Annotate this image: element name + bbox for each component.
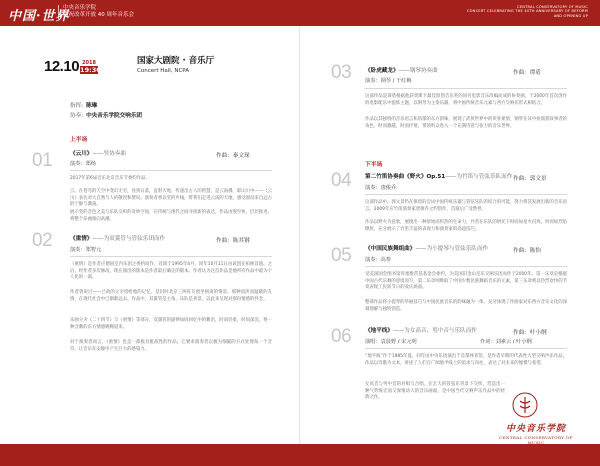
first-half-title: 上半场 bbox=[70, 137, 88, 143]
conservatory-emblem-icon bbox=[512, 392, 538, 418]
work-description: 作品以野火为意象，展现出一种原始而炽热的生命力，竹笛在乐队的烘托下时而如星火闪烁，时而如烈焰燎原，充分展示了竹笛丰富的表现力和演奏家的高超技巧。 bbox=[365, 220, 567, 232]
festival-title-en: CENTRAL CONSERVATORY OF MUSIC CONCERT CELEBRATING THE 40TH ANNIVERSARY OF REFORM AND OPENING UP bbox=[466, 5, 588, 18]
work-performer: 演奏：郑智元 bbox=[70, 247, 102, 253]
work-number: 05 bbox=[331, 245, 352, 266]
second-half-title: 下半场 bbox=[365, 162, 383, 168]
work-number: 06 bbox=[331, 326, 352, 347]
work-performer: 演奏：唐俊乔 bbox=[365, 185, 397, 191]
work-title: 《重情》——为双簧管与管弦乐团而作 bbox=[70, 236, 166, 242]
work-description: 作者曾说过——已故的父亲留给他的记忆，是旧时北京三两好友围坐闲谈的情景。那种清淡而温暖的友情，在现代社会中已渐渐远去。作品中，双簧管是主角，乐队是背景，以此来呈现对那份情感的怀念。 bbox=[70, 290, 272, 302]
work-description: 这部作品中，郭文景仍在保留的尝试中国传统乐器与管弦乐队的结合的可能，努力将其发展出新的音乐语言。2009年应竹笛演奏家唐俊乔之约创作，首演后广受赞誉。 bbox=[365, 200, 567, 212]
work-composer: 作曲：叶小纲 bbox=[513, 330, 547, 336]
work-description: 云，在苍穹的天空中变幻无穷，亮到日落，直射大地，传递出古人的智慧，是云南佛，即山川中——《云川》表达对大自然与人的敬畏和赞叹。演奏者将以竖的声线，带我们走进云南的天地，感受那份来自远古的宁静与激荡。 bbox=[70, 189, 272, 207]
page-gutter bbox=[299, 26, 300, 444]
orchestra-line: 协奏: 中央音乐学院交响乐团 bbox=[70, 113, 143, 119]
orchestra-name: 中央音乐学院交响乐团 bbox=[86, 113, 143, 119]
work-description: 乐曲分为《二十四节》与《重情》等部分，双簧管的旋律如同回忆中的絮语，时而轻柔，时而深沉，将一种含蓄的东方情感娓娓道来。 bbox=[70, 318, 272, 330]
work-description: 受美国国会图书馆库塞维茨基基金会委约，为美国旧金山室乐交响乐团而作于2000年。第一乐章是根据中国古代乐舞的意境而写，第二乐章则吸取了中国少数民族舞蹈音乐的元素，第三乐章则以热烈欢快的节奏表现了民间节日的欢庆场面。 bbox=[365, 272, 567, 290]
work-number: 03 bbox=[331, 62, 352, 83]
work-title: 《云川》——竖协奏曲 bbox=[70, 151, 126, 157]
work-title: 《卧虎藏龙》——钢琴协奏曲 bbox=[365, 68, 438, 74]
conductor-line: 指挥: 陈琳 bbox=[70, 103, 98, 109]
work-title: 《地平线》——为女高音、男中音与乐队而作 bbox=[365, 328, 477, 334]
work-intro: 2017年第6届音乐北京音乐节委约作品。 bbox=[70, 176, 150, 181]
work-number: 01 bbox=[32, 150, 53, 171]
separator bbox=[365, 194, 567, 195]
work-composer: 作曲：秦文琛 bbox=[216, 153, 250, 159]
work-performer: 演奏：高参 bbox=[365, 257, 391, 263]
footer-bar bbox=[0, 444, 600, 466]
work-title: 《中国民族舞组曲》——为小提琴与管弦乐队而作 bbox=[365, 246, 489, 252]
work-number: 04 bbox=[331, 170, 352, 191]
work-composer: 作曲：郭文景 bbox=[513, 176, 547, 182]
venue bbox=[137, 56, 214, 75]
conservatory-logo: 中央音乐学院 CENTRAL CONSERVATORY OF MUSIC bbox=[499, 424, 573, 445]
work-description: 展示竖的音色之美与乐队交织的奇妙空间，在传统与现代之间寻找新的表达，作品由慢至快，层层推进，将整个乐曲推向高潮。 bbox=[70, 210, 272, 222]
festival-title: 中央音乐学院 庆祝改革开放 40 周年音乐会 bbox=[58, 5, 134, 19]
concert-year: 2018 bbox=[82, 59, 96, 66]
work-title: 第二竹笛协奏曲《野火》Op.51——为竹笛与管弦乐队而作 bbox=[365, 174, 513, 180]
work-performer: 演奏：钢琴 / 于红梅 bbox=[365, 78, 412, 84]
separator bbox=[365, 348, 567, 349]
work-performer: 演奏：郑杨 bbox=[70, 161, 96, 167]
venue-name: 国家大剧院 · 音乐厅 bbox=[137, 56, 215, 66]
venue-name-en: Concert Hall, NCPA bbox=[137, 68, 190, 74]
separator bbox=[365, 88, 567, 89]
work-composer: 作曲：陈怡 bbox=[513, 248, 541, 254]
separator bbox=[70, 256, 272, 257]
conductor-name: 陈琳 bbox=[86, 103, 98, 109]
festival-logo: 中国·世界 bbox=[8, 9, 70, 24]
work-composer: 作曲：谭盾 bbox=[513, 70, 541, 76]
work-lyricist: 作词：刘素云 / 叶小纲 bbox=[480, 339, 532, 345]
work-description: 整部作品将小提琴的华丽技巧与中国民族音乐的韵味融为一体，充分体现了作曲家对东西方音乐文化的深刻理解与独特创造。 bbox=[365, 300, 567, 312]
work-description: 对于演奏者而言，《重情》也是一部极具挑战性的作品，它要求演奏者以极为细腻的方式处理每一个音符，让音乐在安静中产生巨大的感染力。 bbox=[70, 340, 272, 352]
work-description: 《重情》是作者应德国室内乐团之委约而作，首演于1995年4月，同年10月11日由该团在柏林首演。之后，经作者多次修改，现在演出的版本是作者最后确定的版本。作者认为这首作品是他所有作品中最为个人化的一部。 bbox=[70, 262, 272, 280]
work-description: 女高音与男中音的对唱与合唱，在宏大的管弦乐背景下交织，营造出一种气势恢宏而又深情动人的音乐画面，是中国当代交响声乐作品中的经典之作。 bbox=[365, 382, 505, 400]
work-performer: 演唱：袁晨野 / 宋元明 bbox=[365, 339, 417, 345]
separator bbox=[365, 266, 567, 267]
work-number: 02 bbox=[32, 230, 53, 251]
work-description: 作品以其独特的音乐语言和浓郁的东方韵味，展现了武侠世界中的侠骨柔情，钢琴在其中扮演着叙事者的角色，时而激越，时而抒情，带领听众进入一个充满诗意与张力的音乐世界。 bbox=[365, 117, 567, 129]
work-description: “地平线”作于1985年夏，同年由中央乐团演出于首都体育馆，是作者早期的代表性大型交响声乐作品。作品以诗歌为文本，讲述了人们在广阔地平线上的追求与向往，表达了对未来的憧憬与希望。 bbox=[365, 354, 567, 366]
separator bbox=[70, 170, 272, 171]
work-description: 这部作品是谭盾根据他获奥斯卡最佳原创音乐奖的同名电影音乐改编而成的协奏曲，于2000年首次创作的电影配乐中提炼主题，以钢琴为主奏乐器，将中国传统音乐元素与西方交响乐形式相结合。 bbox=[365, 94, 567, 106]
concert-time: 19:30 bbox=[80, 65, 101, 74]
work-composer: 作曲：陈其钢 bbox=[216, 238, 250, 244]
concert-date: 12.10 2018 19:30 bbox=[44, 58, 101, 75]
header-bar bbox=[0, 0, 600, 26]
